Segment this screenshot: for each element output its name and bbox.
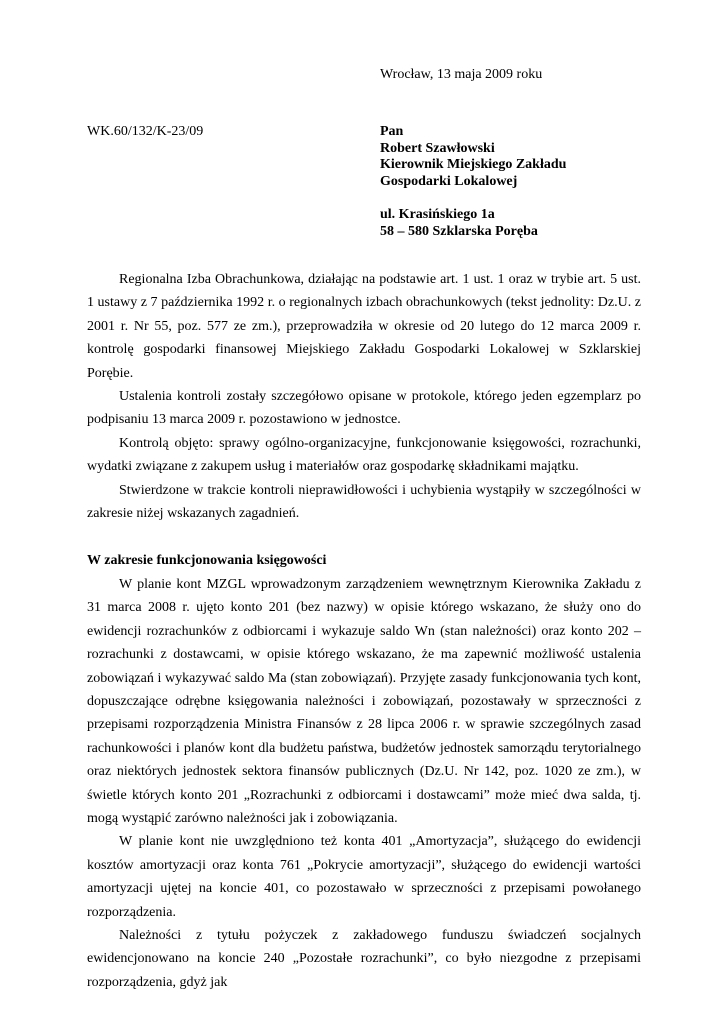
recipient-position-line1: Kierownik Miejskiego Zakładu — [380, 157, 567, 173]
intro-paragraph-4: Stwierdzone w trakcie kontroli nieprawidłowości i uchybienia wystąpiły w szczególności w zakresie niżej wskazanych zagadnień. — [87, 482, 641, 522]
section-paragraph-2: W planie kont nie uwzględniono też konta 401 „Amortyzacja”, służącego do ewidencji kosztów amortyzacji oraz konta 761 „Pokrycie amortyzacji”, służącego do ewidencji wartości amortyzacji ujętej na koncie 401, co pozostawało w sprzeczności z przepisami powołanego rozporządzenia. — [87, 834, 641, 920]
recipient-street: ul. Krasińskiego 1a — [380, 206, 495, 222]
section-heading: W zakresie funkcjonowania księgowości — [87, 553, 327, 569]
recipient-block — [380, 124, 566, 240]
recipient-salutation: Pan — [380, 124, 404, 139]
recipient-name: Robert Szawłowski — [380, 140, 495, 156]
intro-paragraph-3: Kontrolą objęto: sprawy ogólno-organizacyjne, funkcjonowanie księgowości, rozrachunki, wydatki związane z zakupem usług i materiałów oraz gospodarkę składnikami majątku. — [87, 435, 641, 475]
section-paragraph-1: W planie kont MZGL wprowadzonym zarządzeniem wewnętrznym Kierownika Zakładu z 31 marca 2008 r. ujęto konto 201 (bez nazwy) w opisie którego wskazano, że służy ono do ewidencji rozrachunków z odbiorcami i wykazuje saldo Wn (stan należności) oraz konto 202 – rozrachunki z dostawcami, w opisie którego wskazano, że ma zapewnić możliwość ustalenia zobowiązań i wykazywać saldo Ma (stan zobowiązań). Przyjęte zasady funkcjonowania tych kont, dopuszczające odrębne księgowania należności i zobowiązań, pozostawały w sprzeczności z przepisami rozporządzenia Ministra Finansów z 28 lipca 2006 r. w sprawie szczególnych zasad rachunkowości i planów kont dla budżetu państwa, budżetów jednostek samorządu terytorialnego oraz niektórych jednostek sektora finansów publicznych (Dz.U. Nr 142, poz. 1020 ze zm.), w świetle których konto 201 „Rozrachunki z odbiorcami i dostawcami” może mieć dwa salda, tj. mogą wystąpić zarówno należności jak i zobowiązania. — [87, 576, 641, 826]
intro-paragraph-1: Regionalna Izba Obrachunkowa, działając na podstawie art. 1 ust. 1 oraz w trybie art. 5 ust. 1 ustawy z 7 października 1992 r. o regionalnych izbach obrachunkowych (tekst jednolity: Dz.U. z 2001 r. Nr 55, poz. 577 ze zm.), przeprowadziła w okresie od 20 lutego do 12 marca 2009 r. kontrolę gospodarki finansowej Miejskiego Zakładu Gospodarki Lokalowej w Szklarskiej Porębie. — [87, 272, 641, 381]
recipient-city: 58 – 580 Szklarska Poręba — [380, 223, 538, 239]
address-spacer — [380, 190, 566, 207]
letter-body — [87, 268, 641, 994]
place-date: Wrocław, 13 maja 2009 roku — [380, 67, 543, 82]
reference-number: WK.60/132/K-23/09 — [87, 124, 204, 139]
section-paragraph-3: Należności z tytułu pożyczek z zakładowego funduszu świadczeń socjalnych ewidencjonowano na koncie 240 „Pozostałe rozrachunki”, co było niezgodne z przepisami rozporządzenia, gdyż jak — [87, 927, 641, 990]
intro-paragraph-2: Ustalenia kontroli zostały szczegółowo opisane w protokole, którego jeden egzemplarz po podpisaniu 13 marca 2009 r. pozostawiono w jednostce. — [87, 389, 641, 428]
recipient-position-line2: Gospodarki Lokalowej — [380, 173, 518, 189]
